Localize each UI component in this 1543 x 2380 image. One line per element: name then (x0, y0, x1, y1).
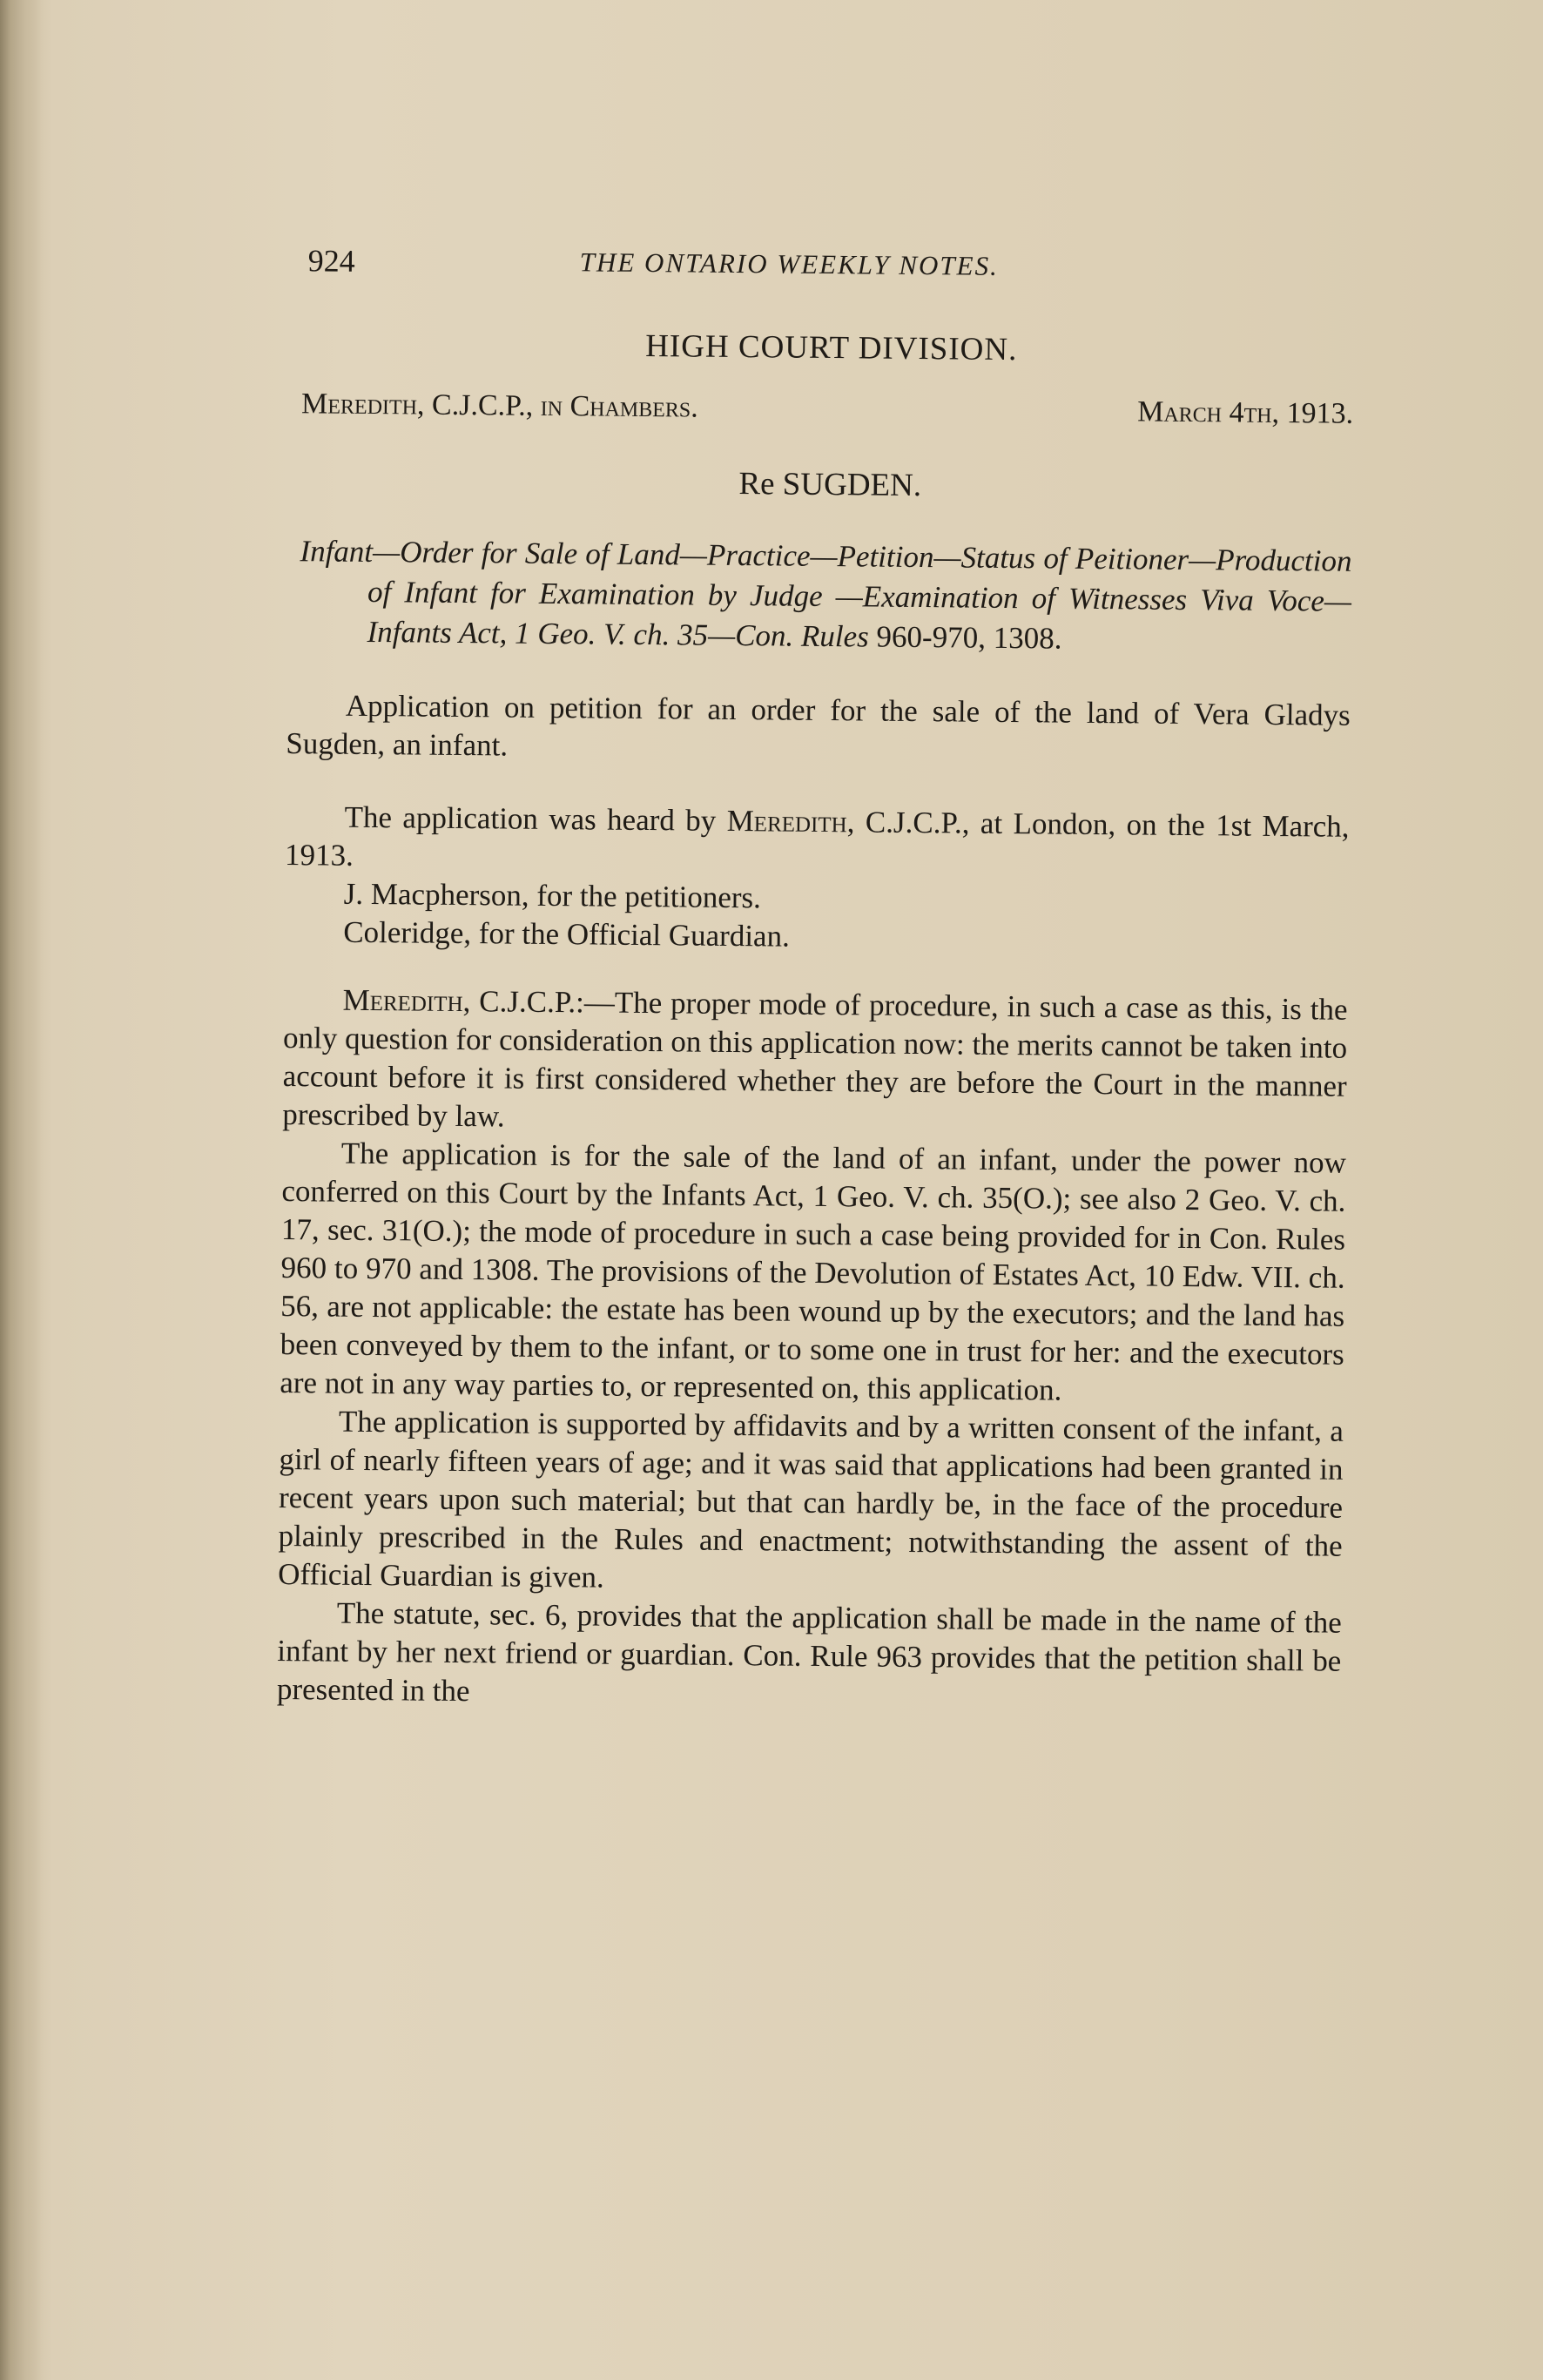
page-text-block (270, 235, 1355, 1719)
case-name: Re SUGDEN. (738, 466, 922, 504)
running-head (284, 235, 1355, 289)
book-spine-shadow (0, 0, 42, 2380)
counsel-official-guardian: Coleridge, for the Official Guardian. (343, 914, 791, 954)
decision-date: March 4th, 1913. (1137, 395, 1354, 430)
judge-chambers: Meredith, C.J.C.P., in Chambers. (300, 388, 698, 424)
headnote-rules: 960-970, 1308. (876, 619, 1062, 656)
hearing-before-judge: The application was heard by (344, 799, 727, 838)
hearing-judge: Meredith (726, 803, 847, 839)
judgment-opening-text: , C.J.C.P.:—The proper mode of procedure, in such a case as this, is the only question for consideration on this application now: the merits cannot be taken into account before it is first considered whether they are before the Court in the manner prescribed by law. (282, 984, 1348, 1134)
judgment-paragraph: The statute, sec. 6, provides that the application shall be made in the name of the infant by her next friend or guardian. Con. Rule 963 provides that the petition shall be presented in the (276, 1595, 1342, 1709)
hearing-paragraph (278, 798, 1350, 885)
application-paragraph: Application on petition for an order for the sale of the land of Vera Gladys Sugden, an infant. (286, 688, 1351, 763)
headnote-text: Infant—Order for Sale of Land—Practice—Petition—Status of Peitioner—Production of Infant for Examination by Judge —Examination of Witnesses Viva Voce—Infants Act, 1 Geo. V. ch. 35—Con. Rules (300, 534, 1352, 654)
judge-line (282, 388, 1353, 431)
judgment-paragraph: The application is supported by affidavits and by a written consent of the infant, a girl of nearly fifteen years of age; and it was said that applications had been granted in recent years upon such material; but that can hardly be, in the face of the procedure plainly prescribed in the Rules and enactment; notwithstanding the assent of the Official Guardian is given. (278, 1404, 1344, 1595)
judgment-opening-paragraph (275, 981, 1348, 1144)
judgment-speaker: Meredith (342, 982, 463, 1019)
page-number: 924 (307, 243, 355, 279)
court-division-heading: HIGH COURT DIVISION. (645, 327, 1018, 368)
hearing-after-judge: , C.J.C.P., at London, on the 1st March, 1913. (284, 805, 1350, 873)
journal-title: THE ONTARIO WEEKLY NOTES. (579, 246, 999, 281)
counsel-petitioners: J. Macpherson, for the petitioners. (343, 876, 762, 915)
judgment-paragraph: The application is for the sale of the land of an infant, under the power now conferred on this Court by the Infants Act, 1 Geo. V. ch. 35(O.); see also 2 Geo. V. ch. 17, sec. 31(O.); the mode of procedure in such a case being provided for in Con. Rules 960 to 970 and 1308. The provisions of the Devolution of Estates Act, 10 Edw. VII. ch. 56, are not applicable: the estate has been wound up by the executors; and the land has been conveyed by them to the infant, or to some one in trust for her: and the executors are not in any way parties to, or represented on, this application. (280, 1136, 1347, 1407)
headnote (280, 531, 1351, 662)
